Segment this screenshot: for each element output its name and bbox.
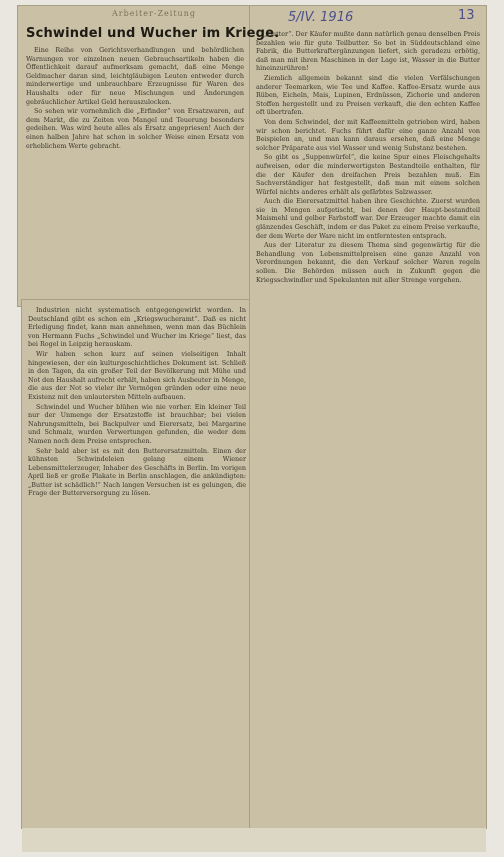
article-column-2 — [28, 306, 246, 822]
paragraph: Ziemlich allgemein bekannt sind die vielen Verfälschungen anderer Teemarken, wie Tee und Kaffee. Kaffee-Ersatz wurde aus Rüben, Eicheln, Mais, Lupinen, Erdnüssen, Zichorie und anderen Stoffen hergestellt und zu Preisen verkauft, die den echten Kaffee oft übertrafen. — [256, 73, 480, 117]
article-title: Schwindel und Wucher im Kriege. — [26, 26, 280, 41]
paragraph: So sehen wir vornehmlich die „Erfinder“ von Ersatzwaren, auf dem Markt, die zu Zeiten von Mangel und Teuerung besonders gedeihen. Was wird heute alles als Ersatz angepriesen! Auch der einen halben Jahre hat schon in solcher Weise einen Ersatz von erheblichem Werte gebracht. — [26, 107, 244, 150]
article-column-3 — [256, 30, 480, 822]
handwritten-page-number: 13 — [458, 8, 475, 23]
paragraph: Eine Reihe von Gerichtsverhandlungen und behördlichen Warnungen vor einzelnen neuen Gebrauchsartikeln haben die Öffentlichkeit darauf aufmerksam gemacht, daß eine Menge Geldmacher daran sind, leichtgläubigen Leuten entweder durch minderwertige und unbrauchbare Erzeugnisse für Waren des Haushalts oder für neue Mischungen und Änderungen gebräuchlicher Artikel Geld herauszulocken. — [26, 46, 244, 106]
page-bottom-edge — [22, 828, 486, 852]
paragraph: Von dem Schwindel, der mit Kaffeemitteln getrieben wird, haben wir schon berichtet. Fuchs führt dafür eine ganze Anzahl von Beispielen an, und man kann daraus ersehen, daß eine Menge solcher Präparate aus viel Wasser und wenig Substanz bestehen. — [256, 117, 480, 152]
paragraph: Sehr bald aber ist es mit den Butterersatzmitteln. Einen der kühnsten Schwindeleien gelang einem Wiener Lebensmittelerzeuger, Inhaber des Geschäfts in Berlin. Im vorigen April ließ er große Plakate in Berlin anschlagen, die ankündigten: „Butter ist schädlich!“ Nach langen Versuchen ist es gelungen, die Frage der Butterversorgung zu lösen. — [28, 446, 246, 498]
paragraph: Schwindel und Wucher blühen wie nie vorher. Ein kleiner Teil nur der Unmenge der Ersatzstoffe ist brauchbar; bei vielen Nahrungsmitteln, bei Backpulver und Eierersatz, bei Margarine und Schmalz, wurden Verwertungen gefunden, die weder dem Namen noch dem Preise entsprechen. — [28, 402, 246, 445]
handwritten-date: 5/IV. 1916 — [288, 10, 354, 25]
paragraph: Wir haben schon kurz auf seinen vielseitigen Inhalt hingewiesen, der ein kulturgeschichtliches Dokument ist. Schließ in den Tagen, da ein großer Teil der Bevölkerung mit Mühe und Not den Haushalt aufrecht erhält, haben sich Ausbeuter in Menge, die aus der Not so vieler ihr Vermögen gründen oder eine neue Existenz mit den unlautersten Mitteln aufbauen. — [28, 349, 246, 401]
article-column-1 — [26, 46, 244, 298]
paragraph: Auch die Eierersatzmittel haben ihre Geschichte. Zuerst wurden sie in Mengen aufgetischt, bei denen der Haupt-bestandteil Maismehl und gelber Farbstoff war. Der Erzeuger machte damit ein glänzendes Geschäft, indem er das Paket zu einem Preise verkaufte, der dem Werte der Ware nicht im entferntesten entsprach. — [256, 197, 480, 240]
paragraph: Aus der Literatur zu diesem Thema sind gegenwärtig für die Behandlung von Lebensmittelpreisen eine ganze Anzahl von Verordnungen bekannt, die den Verkauf solcher Waren regeln sollen. Die Behörden müssen auch in Zukunft gegen die Kriegsschwindler und Spekulanten mit aller Strenge vorgehen. — [256, 241, 480, 284]
newspaper-masthead: Arbeiter-Zeitung — [112, 9, 196, 18]
paragraph: „Butter“. Der Käufer mußte dann natürlich genau denselben Preis bezahlen wie für gute Teilbutter. So bot in Süddeutschland eine Fabrik, die Butterkraftergänzungen liefert, sich geradezu erbötig, daß man mit ihren Maschinen in der Lage ist, Wasser in die Butter hineinzurühren! — [256, 30, 480, 73]
paragraph: Industrien nicht systematisch entgegengewirkt worden. In Deutschland gibt es schon ein „Kriegswucheramt“. Daß es nicht Erledigung findet, kann man annehmen, wenn man das Büchlein von Hermann Fuchs „Schwindel und Wucher im Kriege“ liest, das bei Rogel in Leipzig herauskam. — [28, 306, 246, 349]
paragraph: So gibt es „Suppenwürfel“, die keine Spur eines Fleischgehalts aufweisen, oder die minderwertigsten Bestandteile enthalten, für die der Käufer den dreifachen Preis bezahlen muß. Ein Sachverständiger hat festgestellt, daß man mit einem solchen Würfel nichts anderes erhält als gefärbtes Salzwasser. — [256, 153, 480, 196]
